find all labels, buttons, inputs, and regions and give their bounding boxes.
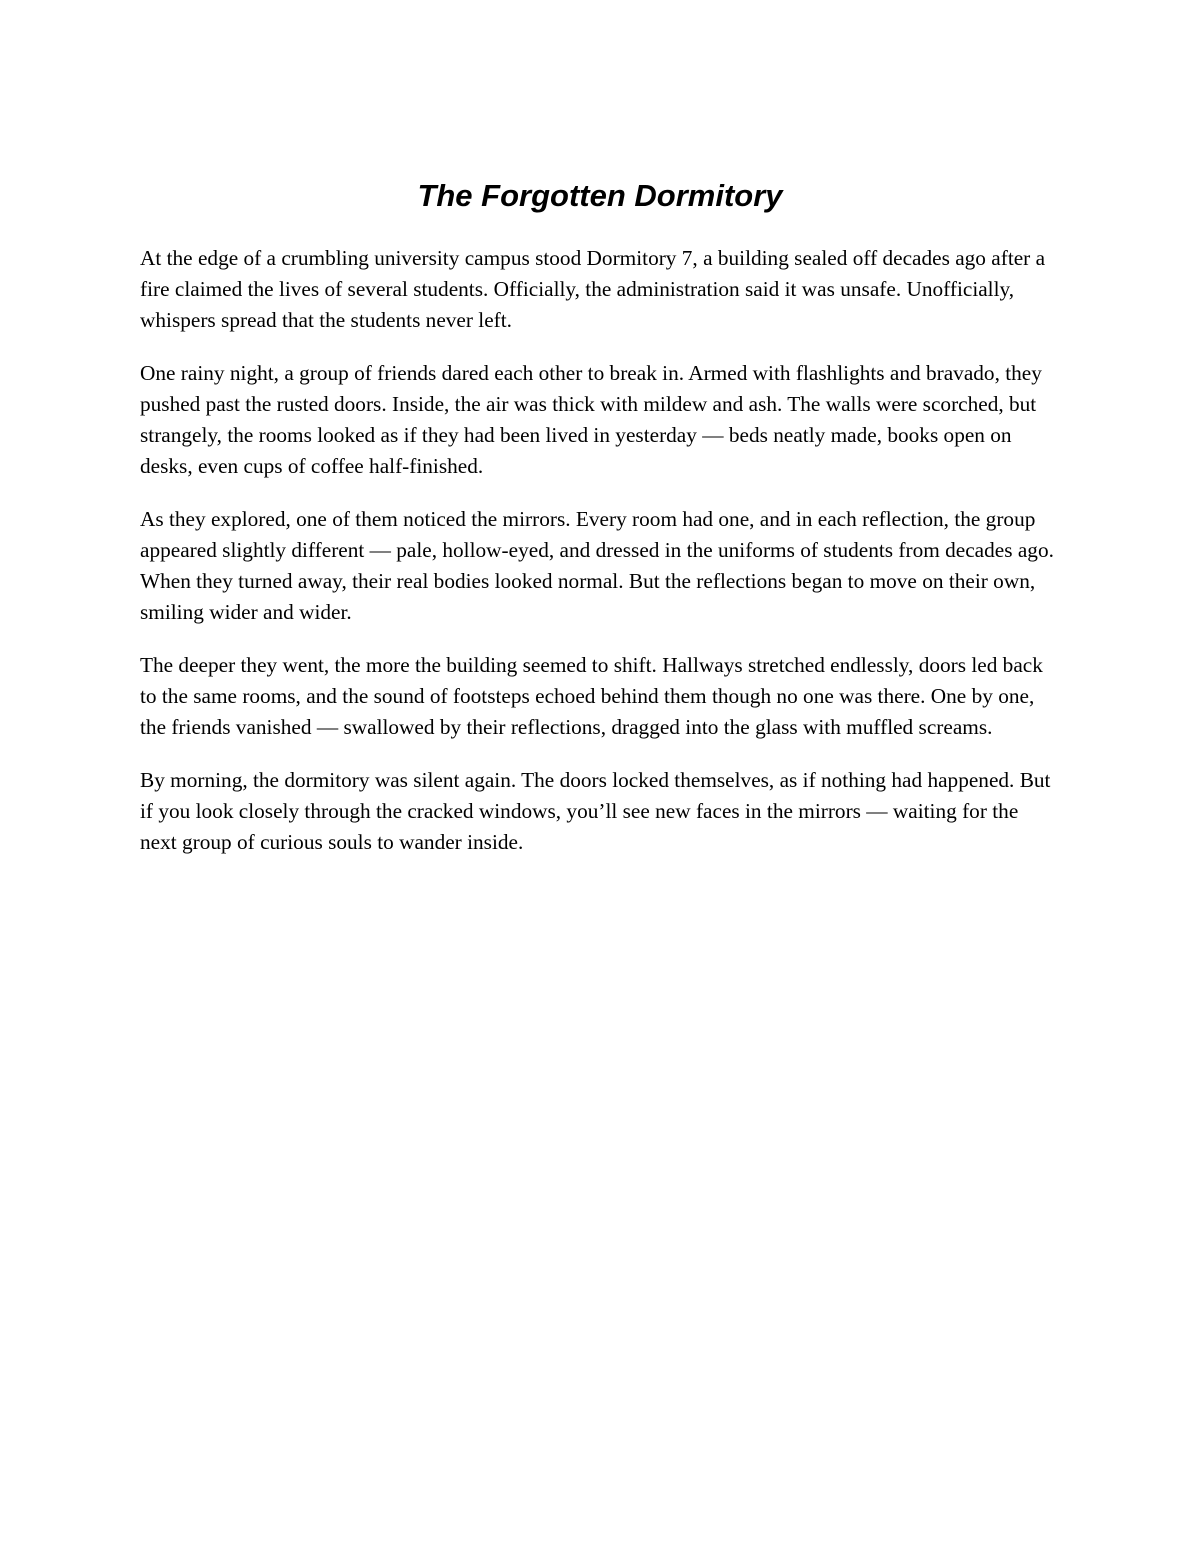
document-title: The Forgotten Dormitory <box>417 178 783 213</box>
paragraph-2: One rainy night, a group of friends dared each other to break in. Armed with flashlights and bravado, they pushed past the rusted doors. Inside, the air was thick with mildew and ash. The walls were scorched, but strangely, the rooms looked as if they had been lived in yesterday — beds neatly made, books open on desks, even cups of coffee half-finished. <box>140 361 1042 478</box>
document-body <box>140 243 1060 880</box>
paragraph-3: As they explored, one of them noticed the mirrors. Every room had one, and in each reflection, the group appeared slightly different — pale, hollow-eyed, and dressed in the uniforms of students from decades ago. When they turned away, their real bodies looked normal. But the reflections began to move on their own, smiling wider and wider. <box>140 507 1054 624</box>
paragraph-4: The deeper they went, the more the building seemed to shift. Hallways stretched endlessly, doors led back to the same rooms, and the sound of footsteps echoed behind them though no one was there. One by one, the friends vanished — swallowed by their reflections, dragged into the glass with muffled screams. <box>140 653 1043 739</box>
paragraph-5: By morning, the dormitory was silent again. The doors locked themselves, as if nothing had happened. But if you look closely through the cracked windows, you’ll see new faces in the mirrors — waiting for the next group of curious souls to wander inside. <box>140 768 1051 854</box>
paragraph-1: At the edge of a crumbling university campus stood Dormitory 7, a building sealed off decades ago after a fire claimed the lives of several students. Officially, the administration said it was unsafe. Unofficially, whispers spread that the students never left. <box>140 246 1046 332</box>
